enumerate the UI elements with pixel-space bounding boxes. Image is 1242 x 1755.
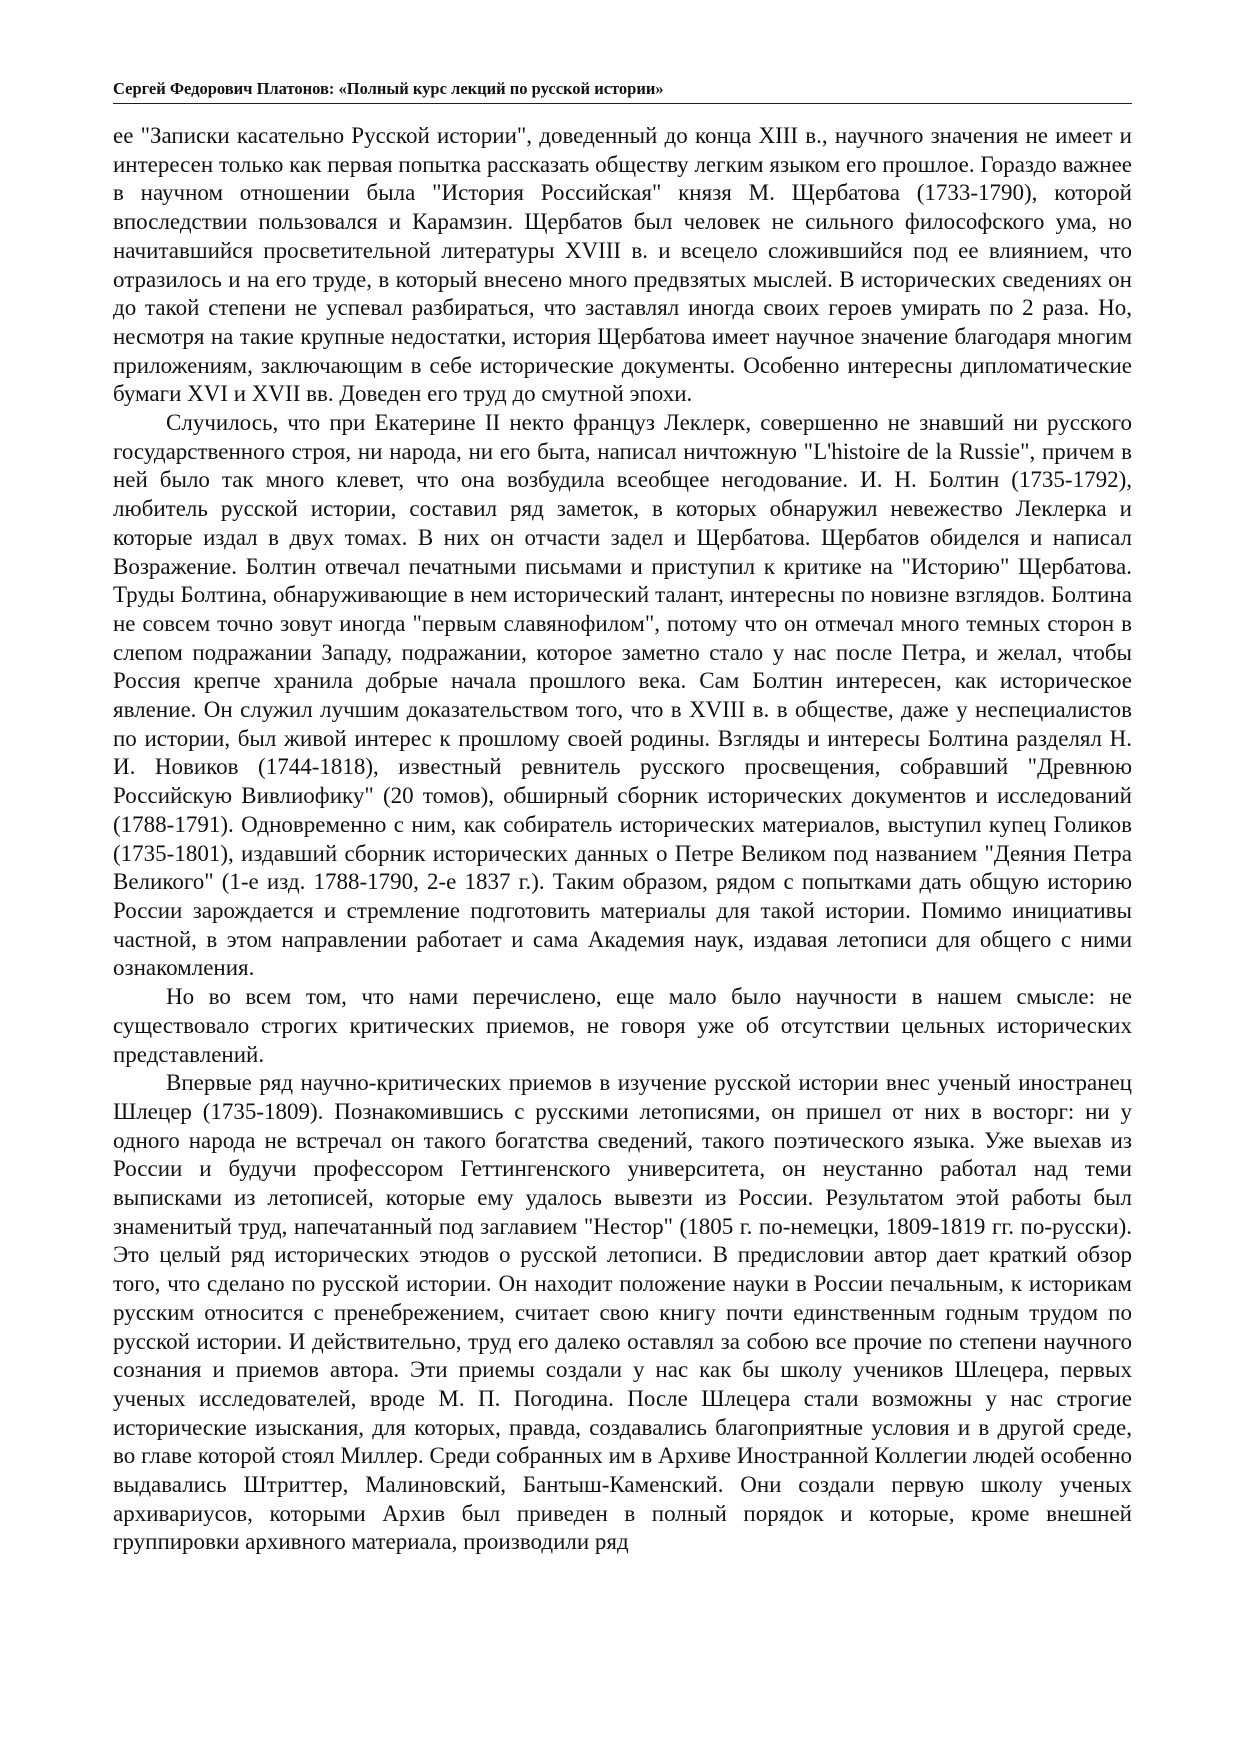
paragraph-4: Впервые ряд научно-критических приемов в изучение русской истории внес ученый иностранец Шлецер (1735-1809). Познакомившись с русскими летописями, он пришел от них в восторг: ни у одного народа не встречал он такого богатства сведений, такого поэтического языка. Уже выехав из России и будучи профессором Геттингенского университета, он неустанно работал над теми выписками из летописей, которые ему удалось вывезти из России. Результатом этой работы был знаменитый труд, напечатанный под заглавием "Нестор" (1805 г. по-немецки, 1809-1819 гг. по-русски). Это целый ряд исторических этюдов о русской летописи. В предисловии автор дает краткий обзор того, что сделано по русской истории. Он находит положение науки в России печальным, к историкам русским относится с пренебрежением, считает свою книгу почти единственным годным трудом по русской истории. И действительно, труд его далеко оставлял за собою все прочие по степени научного сознания и приемов автора. Эти приемы создали у нас как бы школу учеников Шлецера, первых ученых исследователей, вроде М. П. Погодина. После Шлецера стали возможны у нас строгие исторические изыскания, для которых, правда, создавались благоприятные условия и в другой среде, во главе которой стоял Миллер. Среди собранных им в Архиве Иностранной Коллегии людей особенно выдавались Штриттер, Малиновский, Бантыш-Каменский. Они создали первую школу ученых архивариусов, которыми Архив был приведен в полный порядок и которые, кроме внешней группировки архивного материала, производили ряд xyxy=(113,1070,1132,1555)
paragraph-1: ее "Записки касательно Русской истории", доведенный до конца XIII в., научного значения не имеет и интересен только как первая попытка рассказать обществу легким языком его прошлое. Гораздо важнее в научном отношении была "История Российская" князя М. Щербатова (1733-1790), которой впоследствии пользовался и Карамзин. Щербатов был человек не сильного философского ума, но начитавшийся просветительной литературы XVIII в. и всецело сложившийся под ее влиянием, что отразилось и на его труде, в который внесено много предвзятых мыслей. В исторических сведениях он до такой степени не успевал разбираться, что заставлял иногда своих героев умирать по 2 раза. Но, несмотря на такие крупные недостатки, история Щербатова имеет научное значение благодаря многим приложениям, заключающим в себе исторические документы. Особенно интересны дипломатические бумаги XVI и XVII вв. Доведен его труд до смутной эпохи. xyxy=(113,123,1132,407)
paragraph-2: Случилось, что при Екатерине II некто француз Леклерк, совершенно не знавший ни русского государственного строя, ни народа, ни его быта, написал ничтожную "L'histoire de la Russie", причем в ней было так много клевет, что она возбудила всеобщее негодование. И. Н. Болтин (1735-1792), любитель русской истории, составил ряд заметок, в которых обнаружил невежество Леклерка и которые издал в двух томах. В них он отчасти задел и Щербатова. Щербатов обиделся и написал Возражение. Болтин отвечал печатными письмами и приступил к критике на "Историю" Щербатова. Труды Болтина, обнаруживающие в нем исторический талант, интересны по новизне взглядов. Болтина не совсем точно зовут иногда "первым славянофилом", потому что он отмечал много темных сторон в слепом подражании Западу, подражании, которое заметно стало у нас после Петра, и желал, чтобы Россия крепче хранила добрые начала прошлого века. Сам Болтин интересен, как историческое явление. Он служил лучшим доказательством того, что в XVIII в. в обществе, даже у неспециалистов по истории, был живой интерес к прошлому своей родины. Взгляды и интересы Болтина разделял Н. И. Новиков (1744-1818), известный ревнитель русского просвещения, собравший "Древнюю Российскую Вивлиофику" (20 томов), обширный сборник исторических документов и исследований (1788-1791). Одновременно с ним, как собиратель исторических материалов, выступил купец Голиков (1735-1801), издавший сборник исторических данных о Петре Великом под названием "Деяния Петра Великого" (1-е изд. 1788-1790, 2-е 1837 г.). Таким образом, рядом с попытками дать общую историю России зарождается и стремление подготовить материалы для такой истории. Помимо инициативы частной, в этом направлении работает и сама Академия наук, издавая летописи для общего с ними ознакомления. xyxy=(113,410,1132,981)
paragraph-3: Но во всем том, что нами перечислено, еще мало было научности в нашем смысле: не существовало строгих критических приемов, не говоря уже об отсутствии цельных исторических представлений. xyxy=(113,984,1132,1067)
body-text xyxy=(113,122,1132,1557)
running-header: Сергей Федорович Платонов: «Полный курс лекций по русской истории» xyxy=(113,78,1132,104)
document-page xyxy=(113,78,1132,1557)
